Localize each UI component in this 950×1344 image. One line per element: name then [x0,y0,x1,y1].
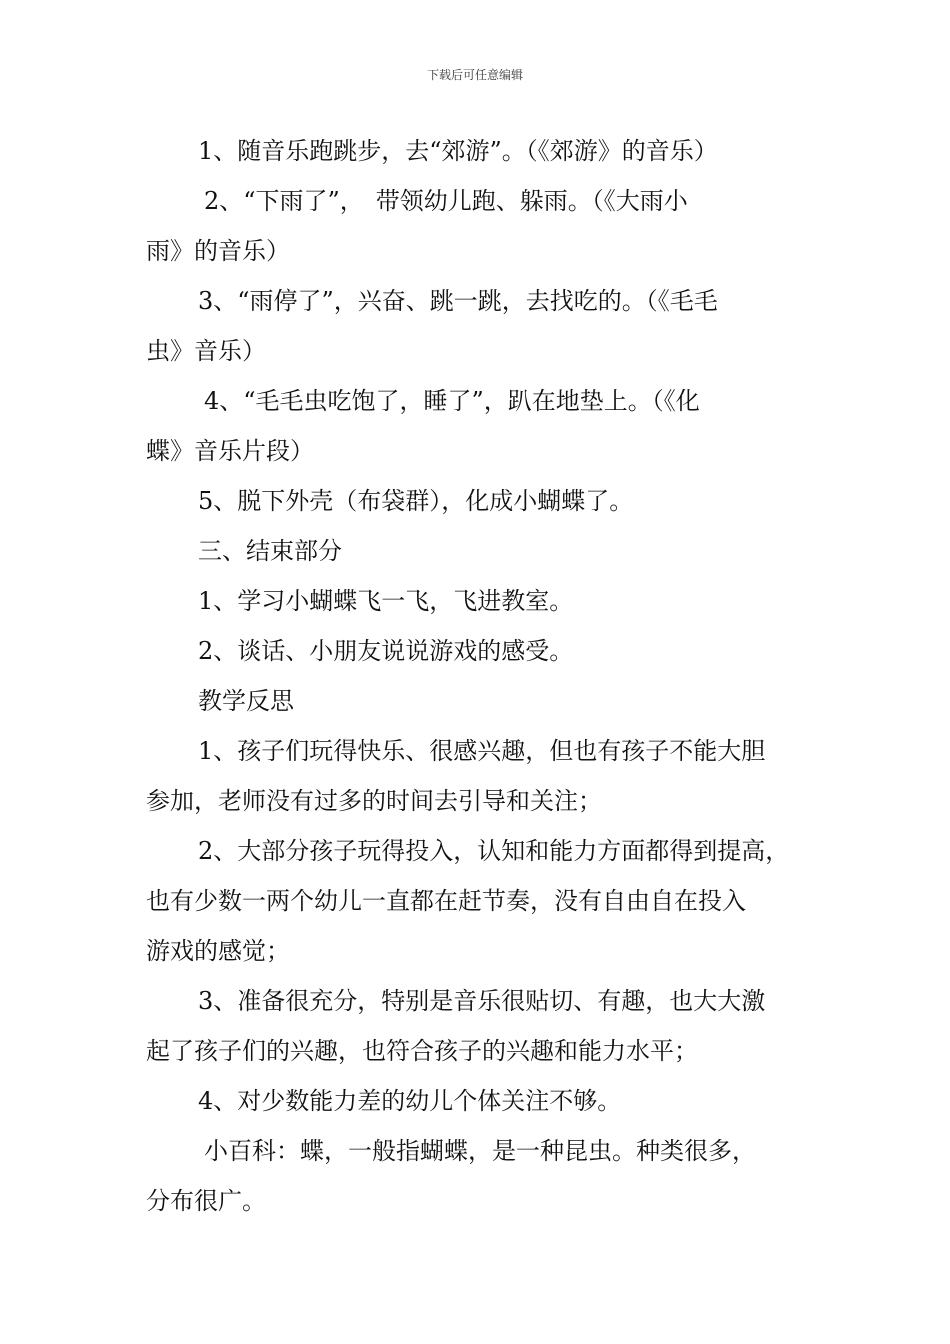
paragraph [146,976,810,1076]
paragraph-first-line: 教学反思 [198,687,294,715]
paragraph-line: 蝶》音乐片段） [146,437,314,465]
paragraph-line: 雨》的音乐） [146,237,290,265]
paragraph [146,376,810,476]
paragraph-line: 分布很广。 [146,1187,266,1215]
paragraph [146,476,810,526]
paragraph-line: 起了孩子们的兴趣，也符合孩子的兴趣和能力水平； [146,1037,698,1065]
paragraph-first-line: 5、脱下外壳（布袋群），化成小蝴蝶了。 [198,487,634,515]
paragraph-line: 也有少数一两个幼儿一直都在赶节奏，没有自由自在投入 [146,887,746,915]
paragraph-line: 游戏的感觉； [146,937,290,965]
paragraph-first-line: 2、“下雨了”， 带领幼儿跑、躲雨。（《大雨小 [204,187,688,215]
paragraph [146,726,810,826]
paragraph [146,176,810,276]
paragraph-first-line: 2、谈话、小朋友说说游戏的感受。 [198,637,574,665]
paragraph-first-line: 1、孩子们玩得快乐、很感兴趣，但也有孩子不能大胆 [198,737,766,765]
paragraph-first-line: 4、对少数能力差的幼儿个体关注不够。 [198,1087,622,1115]
paragraph [146,626,810,676]
paragraph-first-line: 3、准备很充分，特别是音乐很贴切、有趣，也大大激 [198,987,766,1015]
paragraph-line: 参加，老师没有过多的时间去引导和关注； [146,787,602,815]
paragraph [146,676,810,726]
paragraph-first-line: 1、随音乐跑跳步，去“郊游”。（《郊游》的音乐） [198,137,718,165]
paragraph [146,1126,810,1226]
paragraph [146,126,810,176]
paragraph-first-line: 三、结束部分 [198,537,342,565]
paragraph [146,1076,810,1126]
paragraph [146,826,810,976]
paragraph-first-line: 2、大部分孩子玩得投入，认知和能力方面都得到提高， [198,837,790,865]
paragraph-first-line: 小百科：蝶，一般指蝴蝶，是一种昆虫。种类很多， [204,1137,756,1165]
paragraph-first-line: 4、“毛毛虫吃饱了，睡了”，趴在地垫上。（《化 [204,387,700,415]
paragraph [146,576,810,626]
paragraph-first-line: 1、学习小蝴蝶飞一飞，飞进教室。 [198,587,574,615]
paragraph-first-line: 3、“雨停了”，兴奋、跳一跳，去找吃的。（《毛毛 [198,287,718,315]
paragraph-line: 虫》音乐） [146,337,266,365]
paragraph [146,526,810,576]
page-header: 下载后可任意编辑 [426,68,523,82]
paragraph [146,276,810,376]
document-body [146,126,810,1226]
